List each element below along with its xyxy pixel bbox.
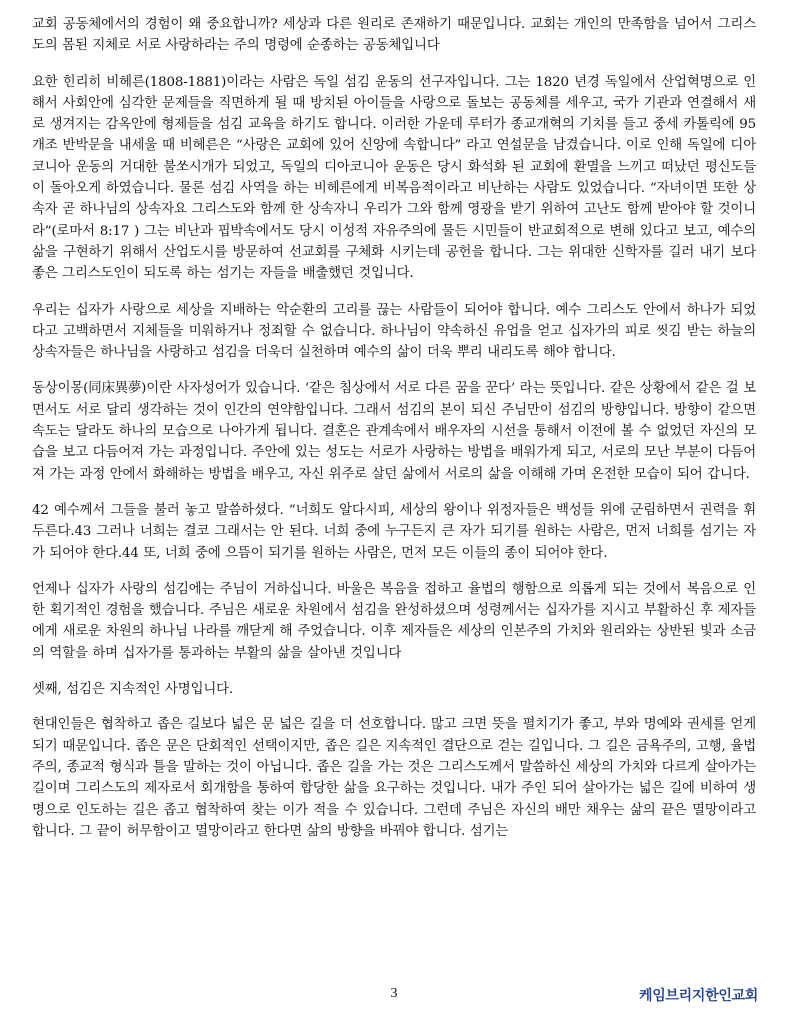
paragraph-same-bed-different-dreams: 동상이몽(同床異夢)이란 사자성어가 있습니다. ‘같은 침상에서 서로 다른 꿈을 꾼다’ 라는 뜻입니다. 같은 상황에서 같은 걸 보면서도 서로 달리 생각하는 것이 인간의 연약함입니다. 그래서 섬김의 본이 되신 주님만이 섬김의 방향입니다. 방향이 같으면 속도는 달라도 하나의 모습으로 나아가게 됩니다. 결혼은 관계속에서 배우자의 시선을 통해서 이전에 볼 수 없었던 자신의 모습을 보고 다듬어져 가는 과정입니다. 주안에 있는 성도는 서로가 사랑하는 방법을 배워가게 되고, 서로의 모난 부분이 다듬어져 가는 과정 안에서 화해하는 방법을 배우고, 자신 위주로 살던 삶에서 서로의 삶을 이해해 가며 온전한 모습이 되어 갑니다. [32, 381, 756, 482]
paragraph-community-experience: 교회 공동체에서의 경험이 왜 중요합니까? 세상과 다른 원리로 존재하기 때문입니다. 교회는 개인의 만족함을 넘어서 그리스도의 몸된 지체로 서로 사랑하라는 주의 명령에 순종하는 공동체입니다 [32, 17, 756, 54]
section-heading-third: 셋째, 섬김은 지속적인 사명입니다. [32, 682, 234, 698]
church-name: 케임브리지한인교회 [638, 988, 758, 1004]
paragraph-service-presence: 언제나 십자가 사랑의 섬김에는 주님이 거하십니다. 바울은 복음을 접하고 율법의 행함으로 의롭게 되는 것에서 복음으로 인한 획기적인 경험을 했습니다. 주님은 새로운 차원에서 섬김을 완성하셨으며 성령께서는 십자가를 지시고 부활하신 후 제자들에게 새로운 차원의 하나님 나라를 깨닫게 해 주었습니다. 이후 제자들은 세상의 인본주의 가치와 원리와는 상반된 빛과 소금의 역할을 하며 십자가를 통과하는 부활의 삶을 살아낸 것입니다 [32, 581, 756, 661]
page-number: 3 [390, 986, 398, 1001]
paragraph-cross-love: 우리는 십자가 사랑으로 세상을 지배하는 악순환의 고리를 끊는 사람들이 되어야 합니다. 예수 그리스도 안에서 하나가 되었다고 고백하면서 지체들을 미워하거나 정죄할 수 없습니다. 하나님이 약속하신 유업을 얻고 십자가의 피로 씻김 받는 하늘의 상속자들은 하나님을 사랑하고 섬김을 더욱더 실천하며 예수의 삶이 더욱 뿌리 내리도록 해야 합니다. [32, 302, 756, 361]
paragraph-scripture-quote: 42 예수께서 그들을 불러 놓고 말씀하셨다. “너희도 알다시피, 세상의 왕이나 위정자들은 백성들 위에 군림하면서 권력을 휘두른다.43 그러나 너희는 결코 그래서는 안 된다. 너희 중에 누구든지 큰 자가 되기를 원하는 사람은, 먼저 너희를 섬기는 자가 되어야 한다.44 또, 너희 중에 으뜸이 되기를 원하는 사람은, 먼저 모든 이들의 종이 되어야 한다. [32, 502, 756, 561]
paragraph-wichern-history: 요한 힌리히 비헤른(1808-1881)이라는 사람은 독일 섬김 운동의 선구자입니다. 그는 1820 년경 독일에서 산업혁명으로 인해서 사회안에 심각한 문제들을 직면하게 될 때 방치된 아이들을 사랑으로 돌보는 공동체를 세우고, 국가 기관과 연결해서 새로 생겨지는 감옥안에 형제들을 섬김 교육을 하기도 합니다. 이러한 가운데 루터가 종교개혁의 기치를 들고 중세 카톨릭에 95개조 반박문을 내세울 때 비헤른은 “사랑은 교회에 있어 신앙에 속합니다” 라고 연설문을 남겼습니다. 이로 인해 독일에 디아코니아 운동의 거대한 불쏘시개가 되었고, 독일의 디아코니아 운동은 당시 화석화 된 교회에 환멸을 느끼고 떠났던 평신도들이 돌아오게 하였습니다. 물론 섬김 사역을 하는 비헤른에게 비복음적이라고 비난하는 사람도 있었습니다. “자녀이면 또한 상속자 곧 하나님의 상속자요 그리스도와 함께 한 상속자니 우리가 그와 함께 영광을 받기 위하여 고난도 함께 받아야 할 것이니라”(로마서 8:17 ) 그는 비난과 핍박속에서도 당시 이성적 자유주의에 물든 시민들이 반교회적으로 변해 있다고 보고, 예수의 삶을 구현하기 위해서 산업도시를 방문하여 선교회를 구체화 시키는데 공헌을 합니다. 그는 위대한 신학자를 길러 내기 보다 좋은 그리스도인이 되도록 하는 섬기는 자들을 배출했던 것입니다. [32, 74, 756, 282]
paragraph-narrow-path: 현대인들은 협착하고 좁은 길보다 넓은 문 넓은 길을 더 선호합니다. 많고 크면 뜻을 펼치기가 좋고, 부와 명예와 권세를 얻게 되기 때문입니다. 좁은 문은 단회적인 선택이지만, 좁은 길은 지속적인 결단으로 걷는 길입니다. 그 길은 금욕주의, 고행, 율법주의, 종교적 형식과 틀을 말하는 것이 아닙니다. 좁은 길을 가는 것은 그리스도께서 말씀하신 세상의 가치와 다르게 살아가는 길이며 그리스도의 제자로서 회개함을 통하여 합당한 삶을 요구하는 것입니다. 내가 주인 되어 살아가는 넓은 길에 비하여 생명으로 인도하는 길은 좁고 협착하여 찾는 이가 적을 수 있습니다. 그런데 주님은 자신의 배만 채우는 삶의 끝은 멸망이라고 합니다. 그 끝이 허무함이고 멸망이라고 한다면 삶의 방향을 바꿔야 합니다. 섬기는 [32, 717, 756, 839]
